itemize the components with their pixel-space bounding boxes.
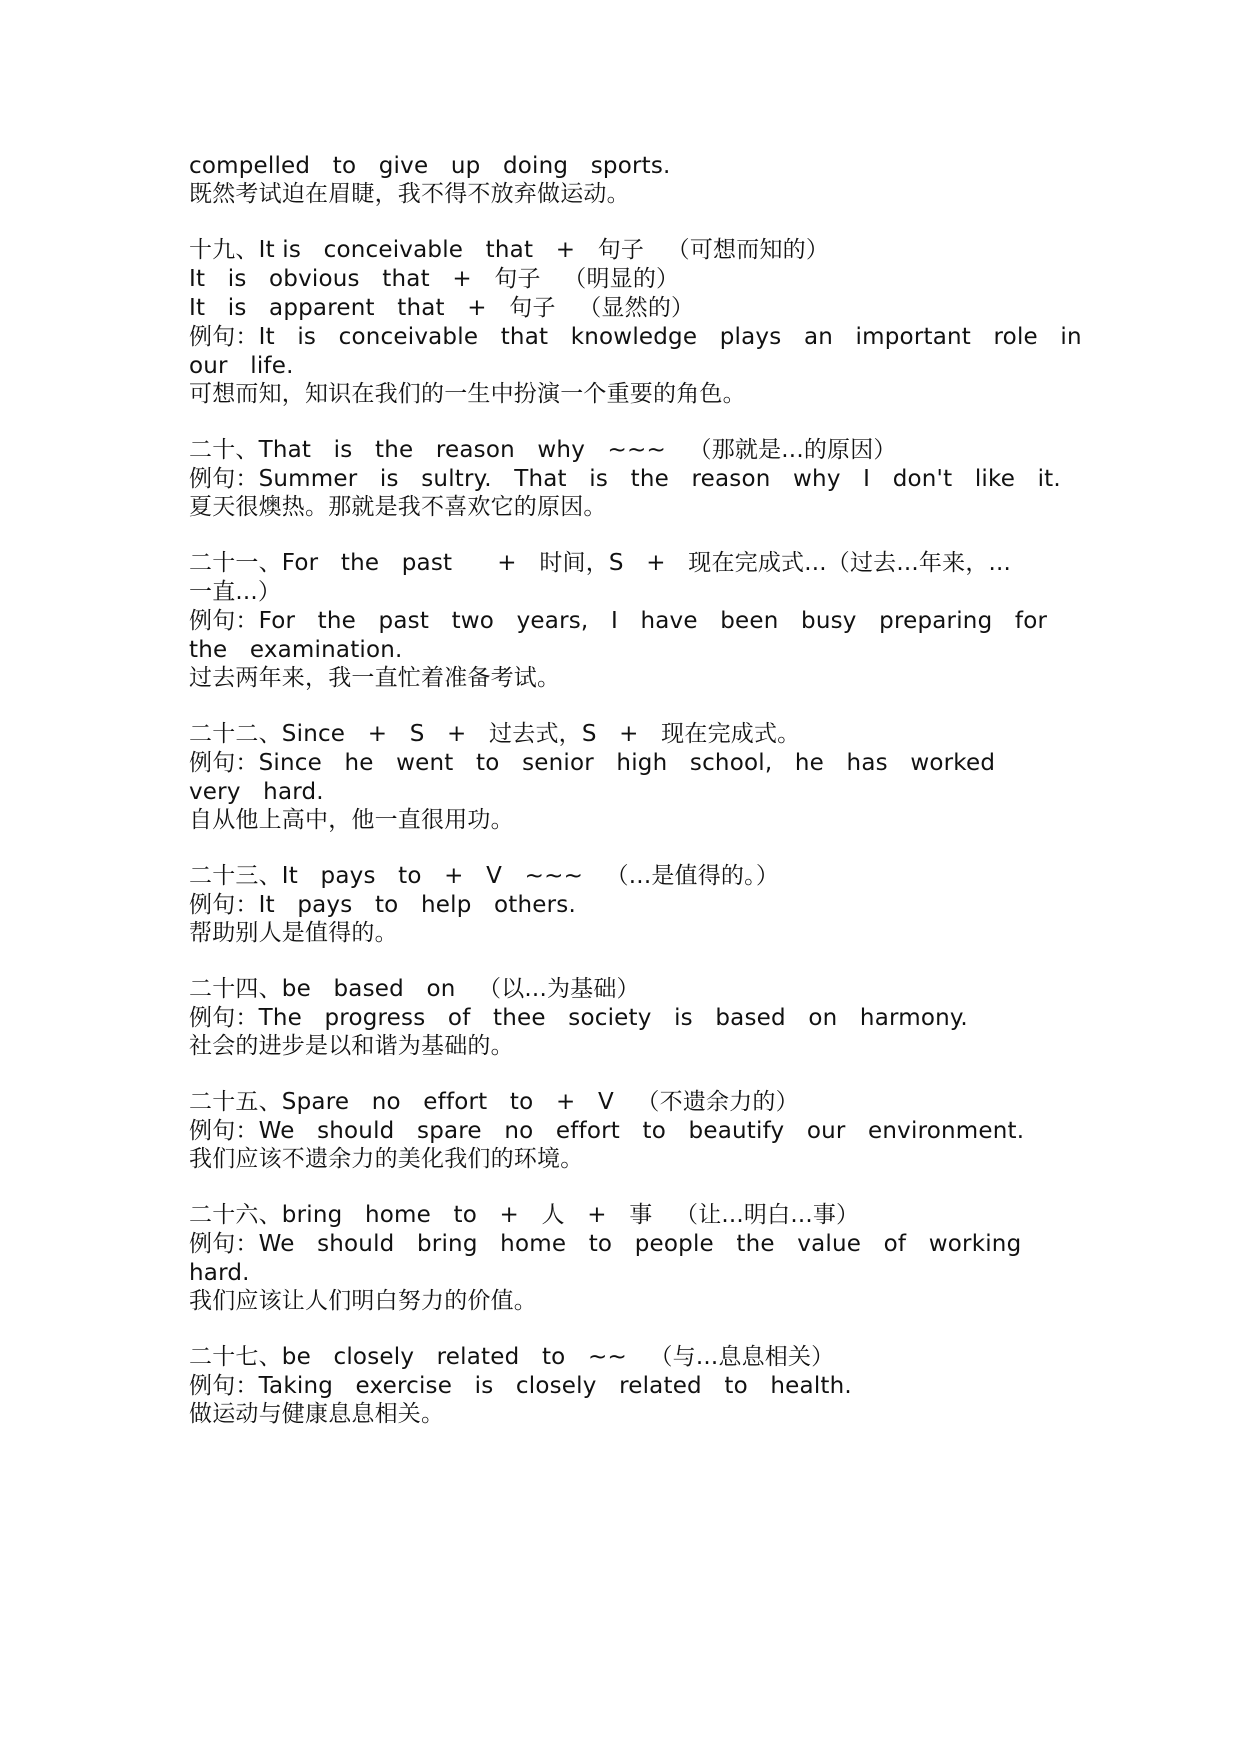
text-line: 例句：It is conceivable that knowledge plays an important role in — [189, 324, 1082, 350]
text-line: 例句：The progress of thee society is based on harmony. — [189, 1005, 968, 1031]
text-line: 例句：For the past two years, I have been busy preparing for — [189, 608, 1048, 634]
text-line: 二十二、Since + S + 过去式，S + 现在完成式。 — [189, 721, 801, 747]
text-line: 做运动与健康息息相关。 — [189, 1401, 445, 1427]
text-line: 例句：We should spare no effort to beautify our environment. — [189, 1118, 1025, 1144]
text-line: 过去两年来，我一直忙着准备考试。 — [189, 665, 561, 691]
text-line: 既然考试迫在眉睫，我不得不放弃做运动。 — [189, 181, 630, 207]
text-line: 例句：Since he went to senior high school, he has worked — [189, 750, 996, 776]
text-line: 例句：It pays to help others. — [189, 892, 576, 918]
text-line: It is apparent that + 句子 （显然的） — [189, 295, 695, 321]
text-line: 二十七、be closely related to ~~ （与...息息相关） — [189, 1344, 835, 1370]
text-line: 二十五、Spare no effort to + V （不遗余力的） — [189, 1089, 799, 1115]
text-line: 二十四、be based on （以...为基础） — [189, 976, 640, 1002]
text-line: 我们应该让人们明白努力的价值。 — [189, 1288, 537, 1314]
text-line: 二十一、For the past + 时间，S + 现在完成式...（过去...年来，... — [189, 550, 1012, 576]
text-line: 例句：Taking exercise is closely related to health. — [189, 1373, 852, 1399]
text-line: 帮助别人是值得的。 — [189, 920, 398, 946]
text-line: 我们应该不遗余力的美化我们的环境。 — [189, 1146, 584, 1172]
text-line: 二十三、It pays to + V ~~~ （...是值得的。） — [189, 863, 780, 889]
text-line: the examination. — [189, 637, 403, 663]
text-line: 社会的进步是以和谐为基础的。 — [189, 1033, 514, 1059]
text-line: 十九、It is conceivable that + 句子 （可想而知的） — [189, 237, 830, 263]
text-line: 自从他上高中，他一直很用功。 — [189, 807, 514, 833]
text-line: 二十、That is the reason why ~~~ （那就是...的原因） — [189, 437, 897, 463]
text-line: 二十六、bring home to + 人 + 事 （让...明白...事） — [189, 1202, 860, 1228]
text-line: 一直...） — [189, 579, 282, 605]
text-line: compelled to give up doing sports. — [189, 153, 671, 179]
text-line: 夏天很燠热。那就是我不喜欢它的原因。 — [189, 494, 607, 520]
text-line: 例句：Summer is sultry. That is the reason why I don't like it. — [189, 466, 1061, 492]
text-line: very hard. — [189, 779, 324, 805]
text-line: our life. — [189, 353, 294, 379]
text-line: 例句：We should bring home to people the value of working — [189, 1231, 1022, 1257]
text-line: It is obvious that + 句子 （明显的） — [189, 266, 680, 292]
text-line: 可想而知，知识在我们的一生中扮演一个重要的角色。 — [189, 381, 746, 407]
text-line: hard. — [189, 1260, 250, 1286]
